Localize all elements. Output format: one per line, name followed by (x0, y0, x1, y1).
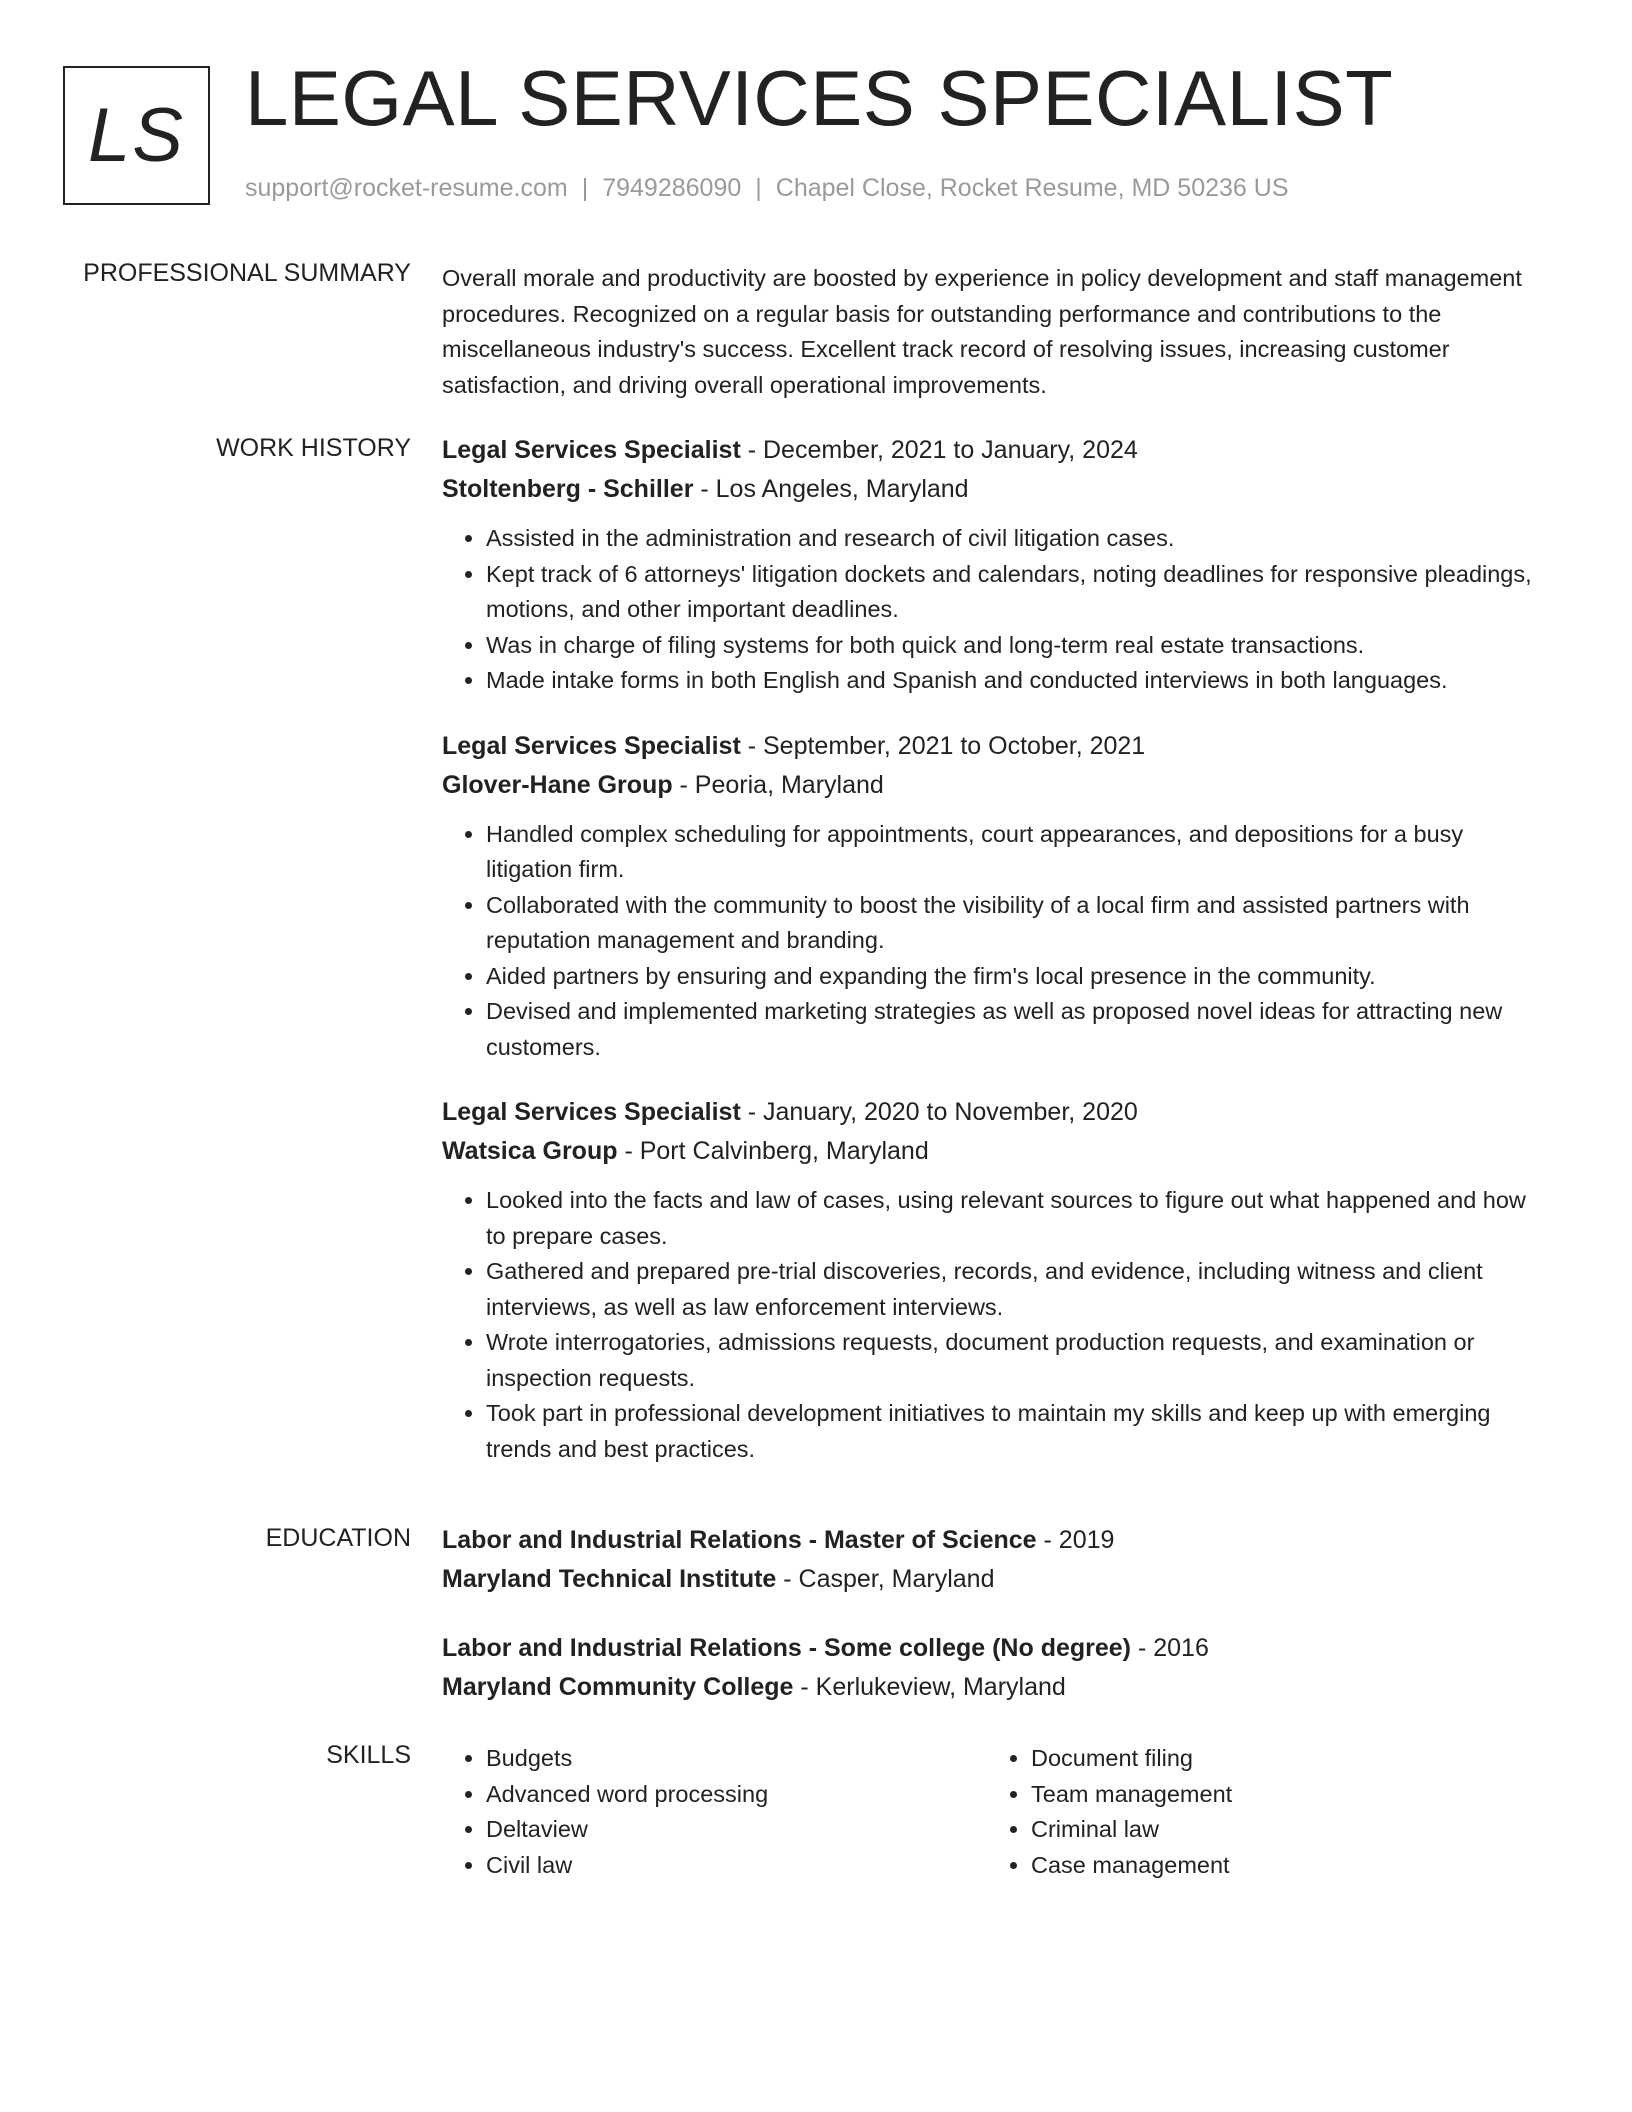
work-history-body (442, 431, 1552, 1495)
skill-item: • Deltaview (486, 1812, 987, 1848)
job-title: Legal Services Specialist (442, 436, 741, 464)
skills-list (442, 1741, 987, 1883)
job-bullet: • Made intake forms in both English and Spanish and conducted interviews in both languages. (486, 663, 1552, 699)
job-company: Watsica Group (442, 1137, 618, 1165)
education-entry (442, 1521, 1552, 1599)
education-degree-line (442, 1521, 1552, 1560)
summary-body (442, 261, 1552, 403)
skills-column-left (442, 1741, 987, 1883)
contact-email: support@rocket-resume.com (245, 174, 568, 202)
education-location: - Casper, Maryland (776, 1565, 995, 1593)
job-bullet: • Gathered and prepared pre-trial discoveries, records, and evidence, including witness and client interviews, as well as law enforcement interviews. (486, 1254, 1552, 1325)
job-dates: - December, 2021 to January, 2024 (740, 436, 1138, 464)
work-history-heading: WORK HISTORY (216, 434, 411, 462)
skill-item: • Criminal law (1031, 1812, 1532, 1848)
job-bullet: • Assisted in the administration and research of civil litigation cases. (486, 521, 1552, 557)
skill-item: • Advanced word processing (486, 1777, 987, 1813)
contact-separator: | (581, 174, 589, 202)
skills-body (442, 1741, 1552, 1883)
job-bullets (442, 817, 1552, 1066)
contact-address: Chapel Close, Rocket Resume, MD 50236 US (775, 174, 1289, 202)
education-school: Maryland Community College (442, 1673, 794, 1701)
job-bullet: • Took part in professional development initiatives to maintain my skills and keep up with emerging trends and best practices. (486, 1396, 1552, 1467)
job-title-line (442, 431, 1552, 470)
job-company: Glover-Hane Group (442, 770, 673, 799)
job-bullet: • Collaborated with the community to boost the visibility of a local firm and assisted partners with reputation management and branding. (486, 888, 1552, 959)
job-dates: - September, 2021 to October, 2021 (740, 731, 1146, 760)
job-location: - Peoria, Maryland (672, 770, 884, 799)
skills-grid (442, 1741, 1552, 1883)
job-entry (442, 727, 1552, 1066)
education-body (442, 1521, 1552, 1735)
job-bullet: • Devised and implemented marketing strategies as well as proposed novel ideas for attracting new customers. (486, 994, 1552, 1065)
education-school-line (442, 1668, 1552, 1707)
skills-column-right (987, 1741, 1532, 1883)
job-bullet: • Aided partners by ensuring and expanding the firm's local presence in the community. (486, 959, 1552, 995)
summary-text: Overall morale and productivity are boosted by experience in policy development and staff management procedures. Recognized on a regular basis for outstanding performance and contributions to the miscellaneous industry's success. Excellent track record of resolving issues, increasing customer satisfaction, and driving overall operational improvements. (442, 265, 1522, 398)
skill-item: • Budgets (486, 1741, 987, 1777)
job-title-line (442, 727, 1552, 766)
job-title: Legal Services Specialist (442, 731, 741, 760)
education-degree-line (442, 1629, 1552, 1668)
skill-item: • Civil law (486, 1848, 987, 1884)
skills-heading: SKILLS (326, 1741, 411, 1769)
education-degree: Labor and Industrial Relations - Master of Science (442, 1526, 1037, 1554)
job-company-line (442, 1132, 1552, 1171)
job-bullet: • Kept track of 6 attorneys' litigation dockets and calendars, noting deadlines for responsive pleadings, motions, and other important deadlines. (486, 557, 1552, 628)
job-bullet: • Was in charge of filing systems for both quick and long-term real estate transactions. (486, 628, 1552, 664)
education-school: Maryland Technical Institute (442, 1565, 777, 1593)
contact-separator: | (755, 174, 762, 202)
resume-title: LEGAL SERVICES SPECIALIST (245, 54, 1394, 142)
education-location: - Kerlukeview, Maryland (793, 1673, 1066, 1701)
education-year: - 2016 (1131, 1634, 1209, 1662)
job-company-line (442, 470, 1552, 509)
job-bullets (442, 521, 1552, 699)
skill-item: • Case management (1031, 1848, 1532, 1884)
summary-heading: PROFESSIONAL SUMMARY (83, 259, 411, 287)
skill-item: • Team management (1031, 1777, 1532, 1813)
job-company: Stoltenberg - Schiller (442, 475, 694, 503)
job-location: - Port Calvinberg, Maryland (617, 1137, 929, 1165)
skills-list (987, 1741, 1532, 1883)
education-degree: Labor and Industrial Relations - Some college (No degree) (442, 1634, 1132, 1662)
education-year: - 2019 (1036, 1526, 1115, 1554)
skill-item: • Document filing (1031, 1741, 1532, 1777)
contact-line (245, 174, 1289, 203)
job-title-line (442, 1093, 1552, 1132)
job-bullet: • Handled complex scheduling for appointments, court appearances, and depositions for a busy litigation firm. (486, 817, 1552, 888)
job-bullet: • Looked into the facts and law of cases, using relevant sources to figure out what happened and how to prepare cases. (486, 1183, 1552, 1254)
education-school-line (442, 1560, 1552, 1599)
job-entry (442, 1093, 1552, 1467)
job-company-line (442, 766, 1552, 805)
job-title: Legal Services Specialist (442, 1098, 741, 1126)
job-bullets (442, 1183, 1552, 1467)
contact-phone: 7949286090 (602, 174, 742, 202)
job-dates: - January, 2020 to November, 2020 (740, 1098, 1138, 1126)
education-entry (442, 1629, 1552, 1707)
education-heading: EDUCATION (265, 1524, 411, 1552)
job-bullet: • Wrote interrogatories, admissions requests, document production requests, and examination or inspection requests. (486, 1325, 1552, 1396)
job-entry (442, 431, 1552, 699)
job-location: - Los Angeles, Maryland (693, 475, 969, 503)
monogram-logo: LS (63, 66, 210, 205)
